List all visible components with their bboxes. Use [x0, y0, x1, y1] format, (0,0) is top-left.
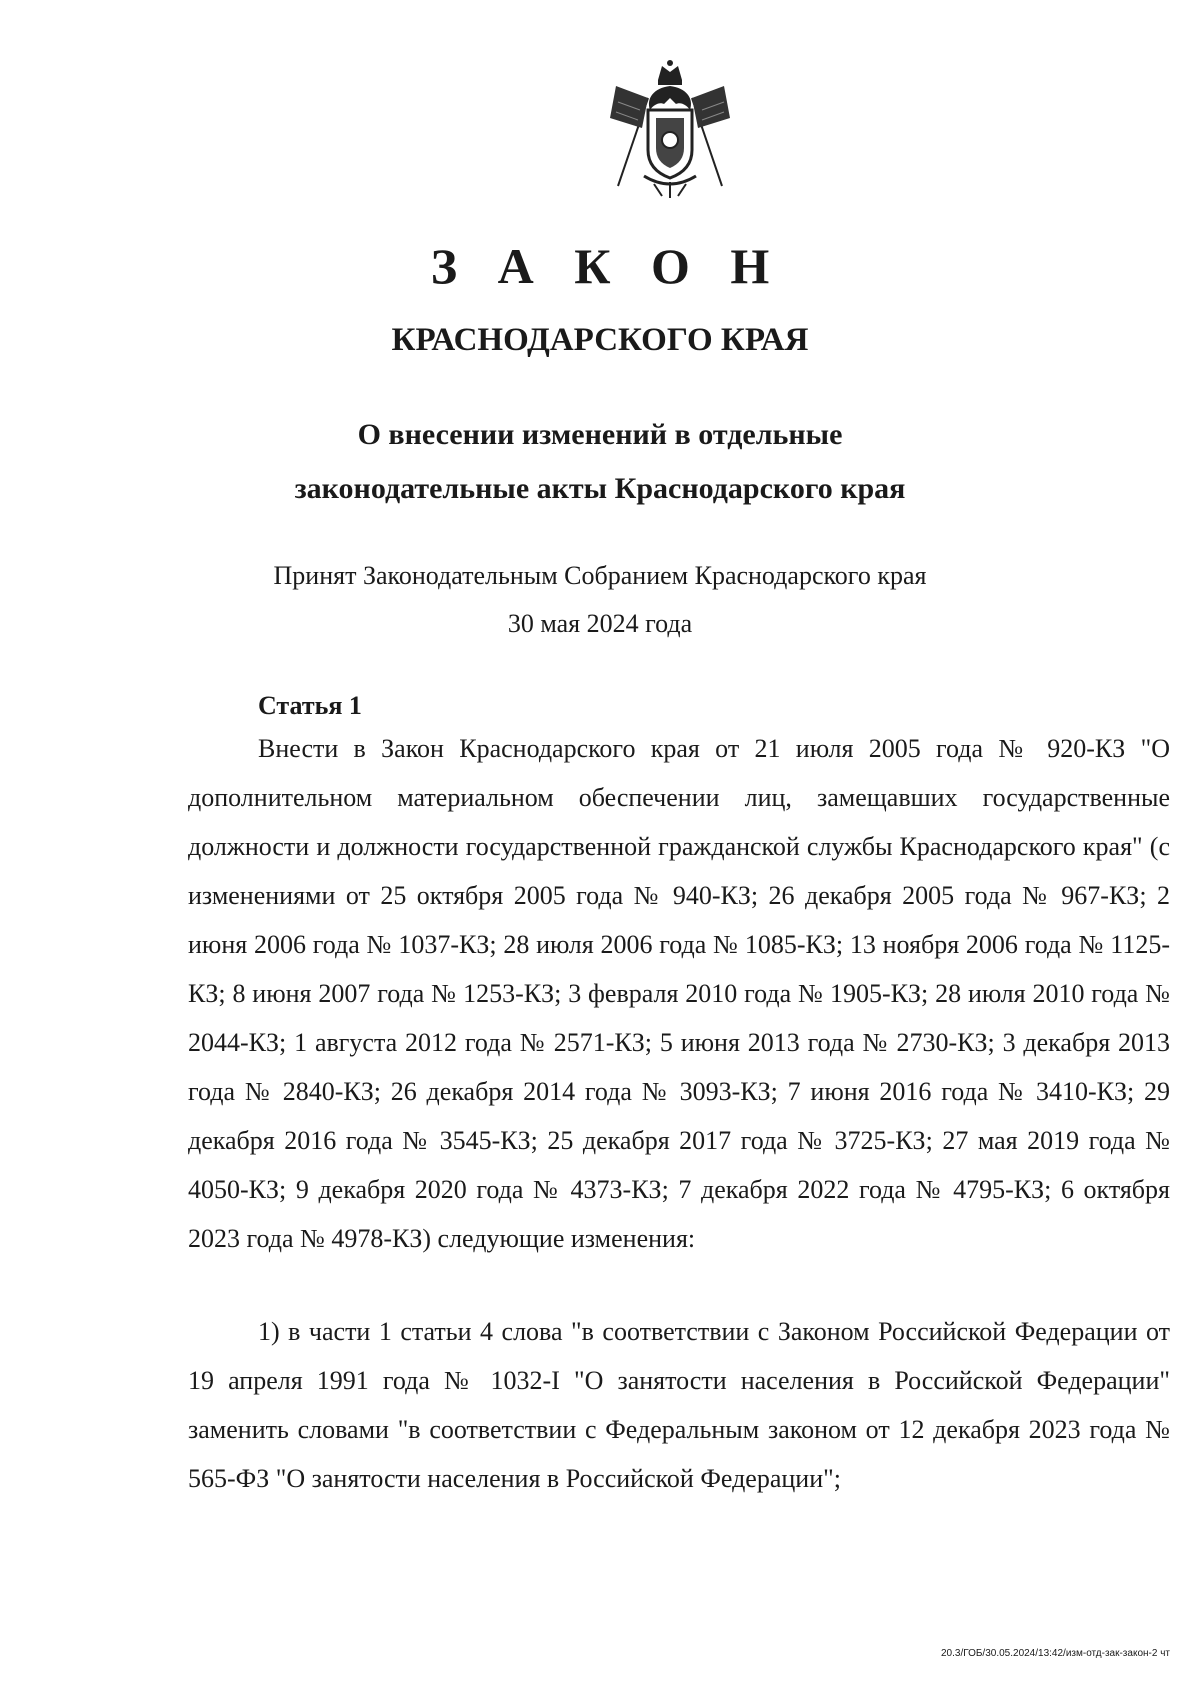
document-code: 20.3/ГОБ/30.05.2024/13:42/изм-отд-зак-закон-2 чт	[940, 1648, 1170, 1659]
law-subject-line-1: О внесении изменений в отдельные	[357, 418, 843, 451]
document-title: З А К О Н	[430, 238, 784, 294]
paragraph-text: Внести в Закон Краснодарского края от 21 июля 2005 года № 920-КЗ "О дополнительном материальном обеспечении лиц, замещавших государственные должности и должности государственной гражданской службы Краснодарского края" (с изменениями от 25 октября 2005 года № 940-КЗ; 26 декабря 2005 года № 967-КЗ; 2 июня 2006 года № 1037-КЗ; 28 июля 2006 года № 1085-КЗ; 13 ноября 2006 года № 1125-КЗ; 8 июня 2007 года № 1253-КЗ; 3 февраля 2010 года № 1905-КЗ; 28 июля 2010 года № 2044-КЗ; 1 августа 2012 года № 2571-КЗ; 5 июня 2013 года № 2730-КЗ; 3 декабря 2013 года № 2840-КЗ; 26 декабря 2014 года № 3093-КЗ; 7 июня 2016 года № 3410-КЗ; 29 декабря 2016 года № 3545-КЗ; 25 декабря 2017 года № 3725-КЗ; 27 мая 2019 года № 4050-КЗ; 9 декабря 2020 года № 4373-КЗ; 7 декабря 2022 года № 4795-КЗ; 6 октября 2023 года № 4978-КЗ) следующие изменения:	[188, 734, 1170, 1253]
article-paragraph-2	[188, 1307, 1170, 1503]
article-heading: Статья 1	[258, 691, 362, 720]
paragraph-text: 1) в части 1 статьи 4 слова "в соответствии с Законом Российской Федерации от 19 апреля 1991 года № 1032-I "О занятости населения в Российской Федерации" заменить словами "в соответствии с Федеральным законом от 12 декабря 2023 года № 565-ФЗ "О занятости населения в Российской Федерации";	[188, 1317, 1170, 1493]
article-paragraph-1	[188, 724, 1170, 1263]
adoption-info	[0, 552, 1200, 648]
coat-of-arms-icon	[604, 58, 736, 200]
adoption-body: Принят Законодательным Собранием Краснодарского края	[273, 561, 927, 590]
region-name: КРАСНОДАРСКОГО КРАЯ	[391, 322, 809, 358]
law-subject-line-2: законодательные акты Краснодарского края	[294, 472, 906, 505]
adoption-date: 30 мая 2024 года	[507, 609, 693, 638]
law-subject	[0, 408, 1200, 516]
